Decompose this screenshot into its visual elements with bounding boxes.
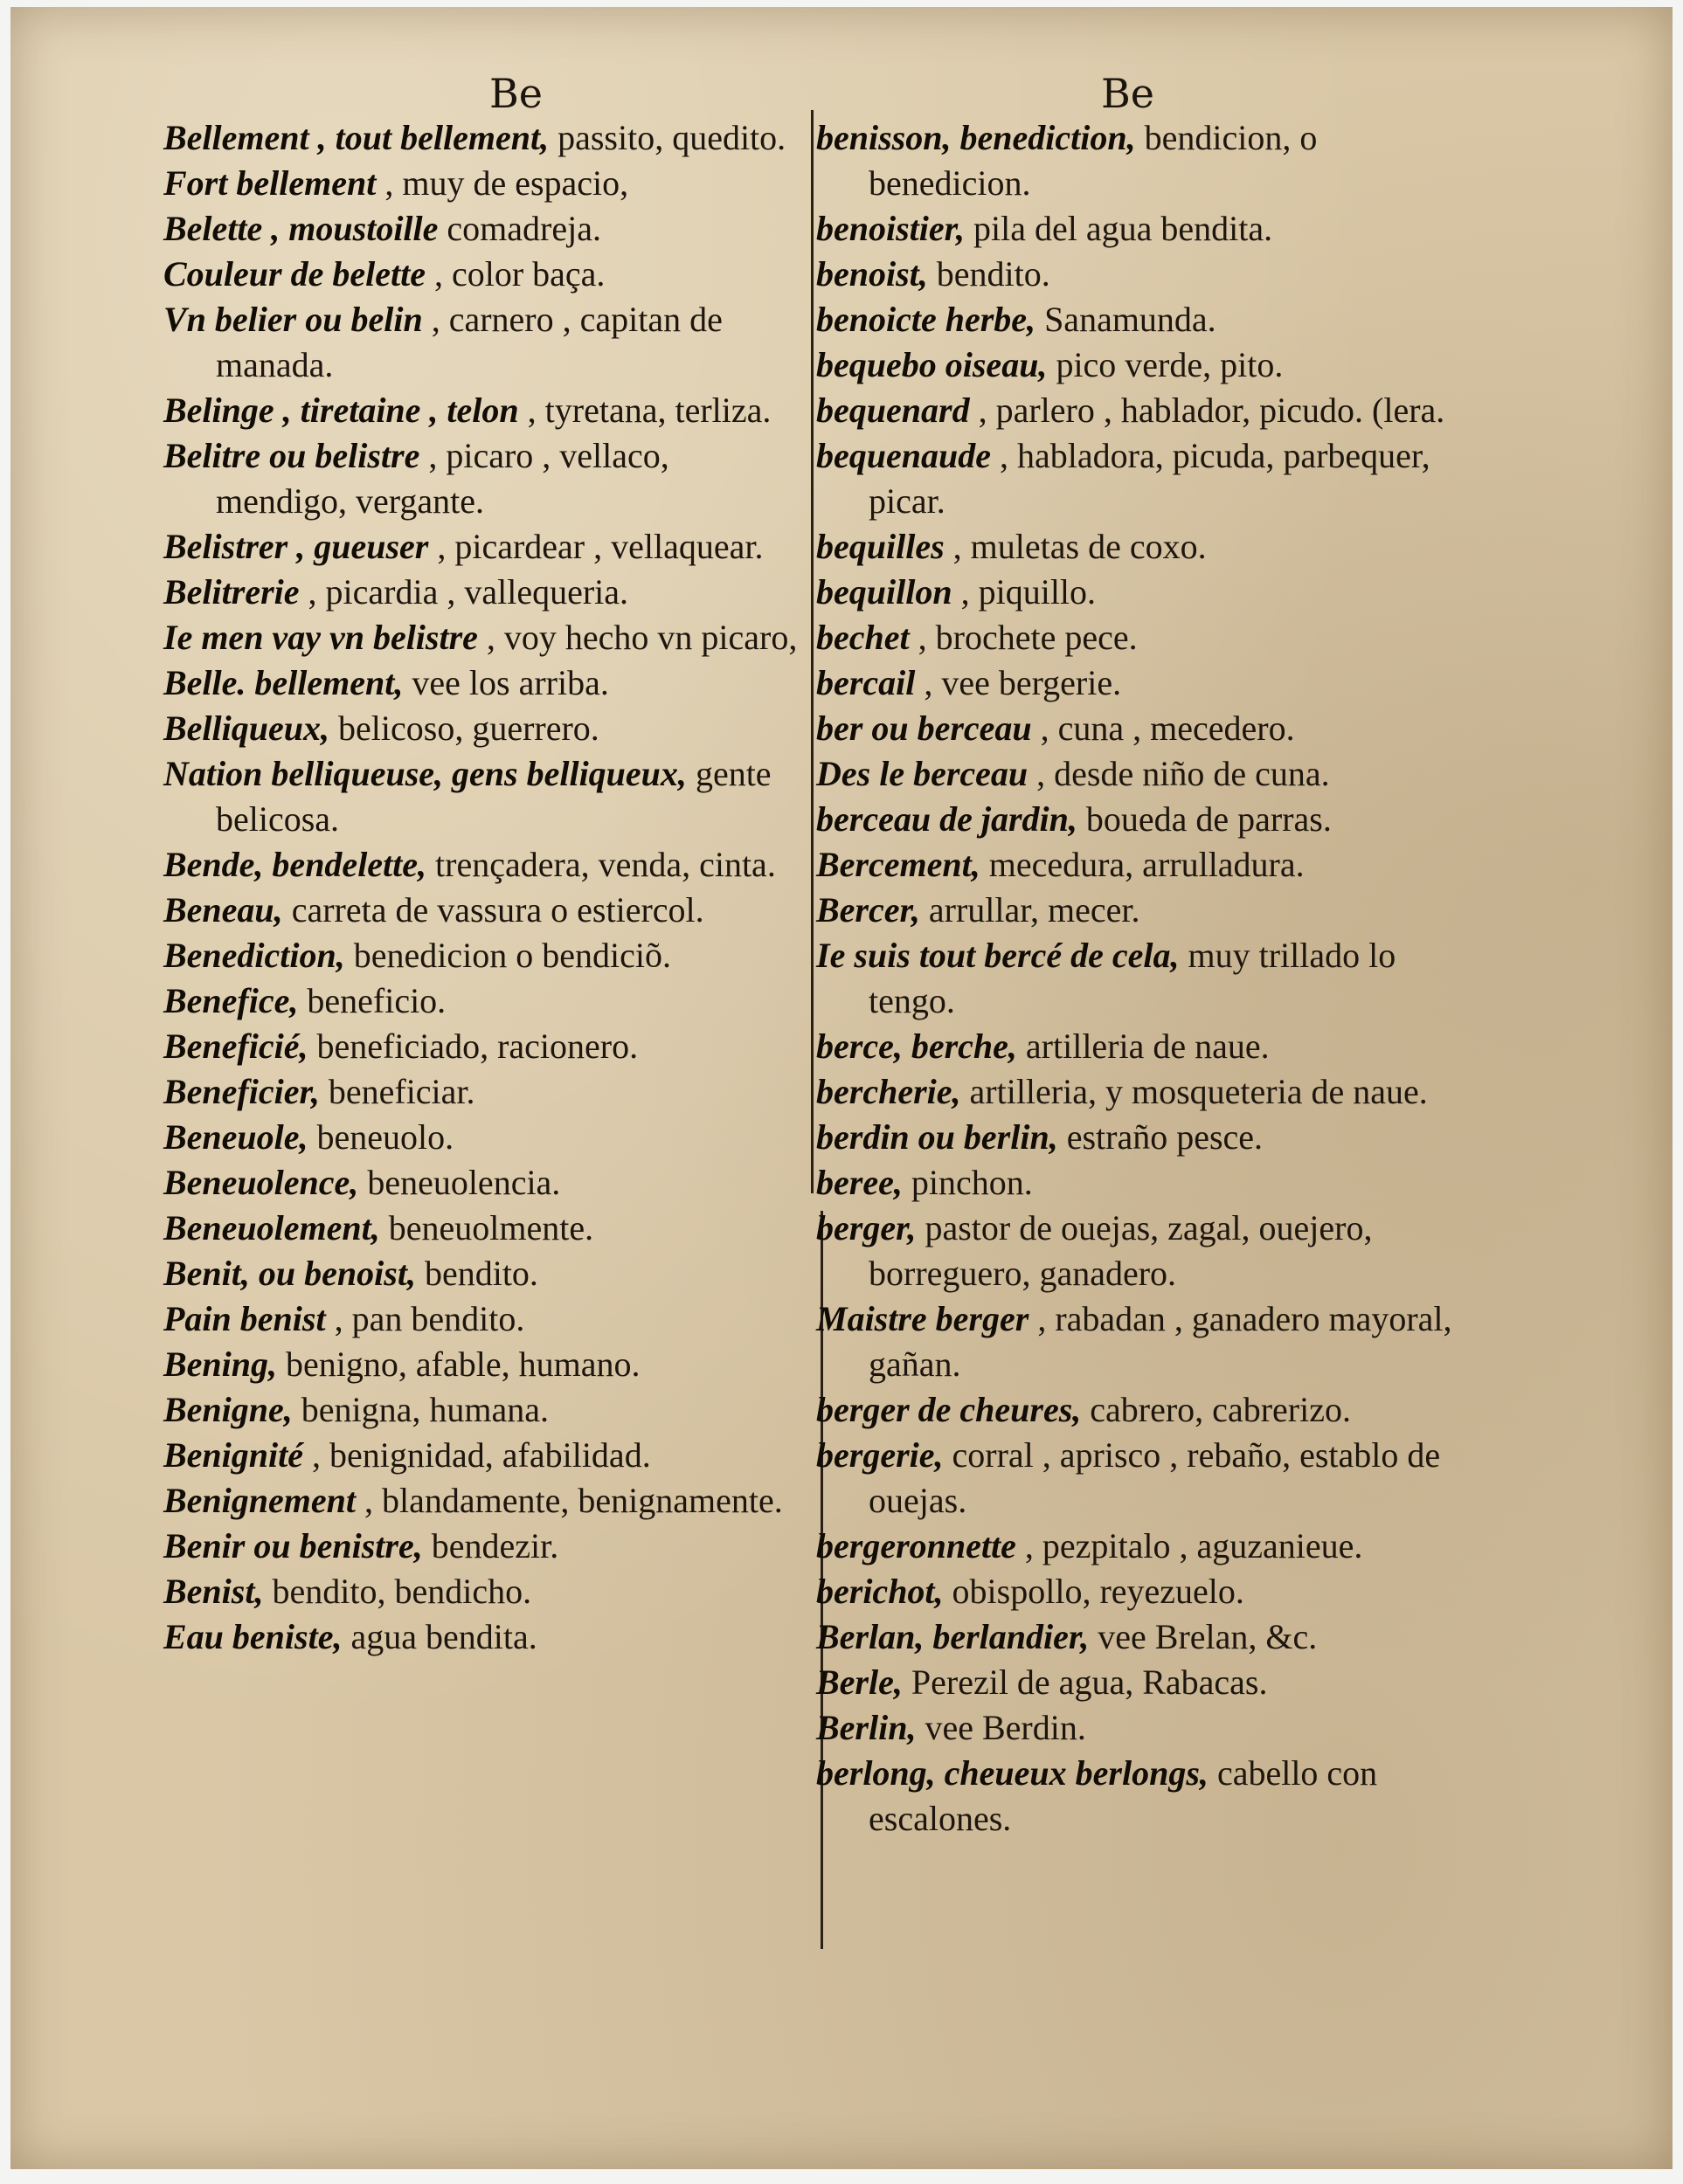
entry-definition: , rabadan , ganadero mayoral, gañan. xyxy=(869,1299,1452,1384)
entry-definition: , vee bergerie. xyxy=(915,663,1122,702)
entry-definition: pila del agua bendita. xyxy=(965,209,1273,248)
entry-definition: pico verde, pito. xyxy=(1047,345,1284,384)
entry-definition: mecedura, arrulladura. xyxy=(980,845,1305,884)
entry-headword: bercail xyxy=(816,663,916,702)
entry-definition: cabrero, cabrerizo. xyxy=(1081,1390,1351,1429)
dictionary-entry xyxy=(163,1069,801,1115)
dictionary-entry xyxy=(816,1433,1463,1524)
dictionary-entry xyxy=(163,978,801,1024)
entry-headword: berger de cheures, xyxy=(816,1390,1082,1429)
right-column xyxy=(816,115,1463,1842)
entry-definition: , muy de espacio, xyxy=(376,163,629,203)
entry-headword: berger, xyxy=(816,1208,917,1248)
entry-headword: Belette , moustoille xyxy=(163,209,439,248)
dictionary-entry xyxy=(816,1160,1463,1206)
entry-headword: Berle, xyxy=(816,1662,903,1702)
entry-definition: , brochete pece. xyxy=(909,618,1138,657)
entry-definition: , desde niño de cuna. xyxy=(1028,754,1330,793)
entry-definition: artilleria de naue. xyxy=(1016,1026,1270,1066)
entry-headword: Benist, xyxy=(163,1572,264,1611)
entry-headword: Benir ou benistre, xyxy=(163,1526,423,1565)
entry-definition: , benignidad, afabilidad. xyxy=(303,1435,651,1475)
entry-definition: beneficiado, racionero. xyxy=(308,1026,639,1066)
entry-headword: Ie men vay vn belistre xyxy=(163,618,478,657)
entry-headword: benoistier, xyxy=(816,209,966,248)
entry-definition: gente belicosa. xyxy=(216,754,772,839)
entry-headword: Bellement , tout bellement, xyxy=(163,118,550,157)
entry-headword: Benigne, xyxy=(163,1390,293,1429)
dictionary-entry xyxy=(816,842,1463,888)
entry-definition: carreta de vassura o estiercol. xyxy=(282,890,704,930)
entry-headword: Benignement xyxy=(163,1481,357,1520)
entry-definition: cabello con escalones. xyxy=(869,1753,1378,1838)
entry-definition: beneficiar. xyxy=(319,1072,475,1111)
dictionary-entry xyxy=(163,252,801,297)
dictionary-entry xyxy=(816,751,1463,797)
entry-definition: comadreja. xyxy=(438,209,601,248)
entry-definition: , blandamente, benignamente. xyxy=(356,1481,783,1520)
dictionary-entry xyxy=(163,570,801,615)
entry-headword: Pain benist xyxy=(163,1299,326,1338)
entry-headword: Belistrer , gueuser xyxy=(163,527,429,566)
entry-definition: passito, quedito. xyxy=(549,118,786,157)
dictionary-entry xyxy=(163,161,801,206)
entry-definition: bendicion, o benedicion. xyxy=(869,118,1318,203)
entry-definition: , pezpitalo , aguzanieue. xyxy=(1015,1526,1363,1565)
entry-headword: Vn belier ou belin xyxy=(163,300,423,339)
entry-definition: , habladora, picuda, parbequer, picar. xyxy=(869,436,1430,521)
dictionary-entry xyxy=(163,1024,801,1069)
entry-definition: vee Brelan, &c. xyxy=(1089,1617,1318,1656)
entry-definition: vee Berdin. xyxy=(916,1708,1086,1747)
dictionary-entry xyxy=(163,115,801,161)
entry-headword: Ie suis tout bercé de cela, xyxy=(816,936,1180,975)
entry-definition: , color baça. xyxy=(425,254,606,294)
entry-headword: bergerie, xyxy=(816,1435,944,1475)
entry-headword: Beneficié, xyxy=(163,1026,308,1066)
entry-definition: , carnero , capitan de manada. xyxy=(216,300,723,384)
dictionary-entry xyxy=(816,1024,1463,1069)
dictionary-entry xyxy=(163,1524,801,1569)
dictionary-entry xyxy=(816,1115,1463,1160)
entry-headword: bercherie, xyxy=(816,1072,961,1111)
entry-headword: berce, berche, xyxy=(816,1026,1017,1066)
entry-definition: arrullar, mecer. xyxy=(919,890,1140,930)
book-page xyxy=(10,7,1673,2169)
dictionary-entry xyxy=(816,115,1463,206)
dictionary-entry xyxy=(816,388,1463,433)
dictionary-entry xyxy=(163,1433,801,1478)
entry-headword: beree, xyxy=(816,1163,903,1202)
entry-definition: benigna, humana. xyxy=(292,1390,550,1429)
entry-headword: berichot, xyxy=(816,1572,944,1611)
entry-headword: Benediction, xyxy=(163,936,345,975)
entry-definition: bendito, bendicho. xyxy=(263,1572,532,1611)
dictionary-entry xyxy=(816,1660,1463,1705)
entry-definition: corral , aprisco , rebaño, establo de ouejas. xyxy=(869,1435,1441,1520)
dictionary-entry xyxy=(816,1387,1463,1433)
entry-definition: , picardia , vallequeria. xyxy=(299,572,629,612)
dictionary-entry xyxy=(163,1478,801,1524)
entry-definition: Perezil de agua, Rabacas. xyxy=(902,1662,1268,1702)
dictionary-entry xyxy=(163,1342,801,1387)
dictionary-entry xyxy=(163,842,801,888)
entry-headword: Benit, ou benoist, xyxy=(163,1254,416,1293)
dictionary-entry xyxy=(816,206,1463,252)
entry-headword: Bening, xyxy=(163,1344,278,1384)
entry-definition: benedicion o bendiciõ. xyxy=(344,936,672,975)
left-column xyxy=(163,115,801,1660)
entry-definition: , tyretana, terliza. xyxy=(518,390,772,430)
entry-definition: , cuna , mecedero. xyxy=(1031,708,1295,748)
dictionary-entry xyxy=(816,706,1463,751)
entry-headword: bequenaude xyxy=(816,436,991,475)
entry-headword: berdin ou berlin, xyxy=(816,1117,1058,1157)
entry-definition: agua bendita. xyxy=(342,1617,537,1656)
entry-definition: muy trillado lo tengo. xyxy=(869,936,1396,1020)
dictionary-entry xyxy=(163,933,801,978)
entry-definition: trençadera, venda, cinta. xyxy=(426,845,776,884)
dictionary-entry xyxy=(816,933,1463,1024)
entry-definition: boueda de parras. xyxy=(1077,799,1332,839)
entry-headword: Berlin, xyxy=(816,1708,917,1747)
entry-headword: Benefice, xyxy=(163,981,299,1020)
entry-definition: pinchon. xyxy=(902,1163,1033,1202)
dictionary-entry xyxy=(163,297,801,388)
dictionary-entry xyxy=(163,388,801,433)
dictionary-entry xyxy=(163,1206,801,1251)
entry-headword: bechet xyxy=(816,618,910,657)
entry-headword: Belle. bellement, xyxy=(163,663,404,702)
dictionary-entry xyxy=(163,1614,801,1660)
entry-definition: , pan bendito. xyxy=(325,1299,525,1338)
entry-headword: Eau beniste, xyxy=(163,1617,343,1656)
dictionary-entry xyxy=(816,297,1463,342)
entry-definition: benigno, afable, humano. xyxy=(277,1344,641,1384)
dictionary-entry xyxy=(816,1614,1463,1660)
dictionary-entry xyxy=(816,888,1463,933)
dictionary-entry xyxy=(816,252,1463,297)
dictionary-entry xyxy=(163,1251,801,1296)
entry-headword: Beneuolement, xyxy=(163,1208,380,1248)
entry-headword: Bercer, xyxy=(816,890,920,930)
dictionary-entry xyxy=(163,615,801,660)
entry-headword: bequenard xyxy=(816,390,970,430)
column-rule-upper xyxy=(811,110,814,1193)
dictionary-entry xyxy=(163,751,801,842)
entry-definition: bendito. xyxy=(415,1254,538,1293)
entry-definition: beneficio. xyxy=(298,981,447,1020)
entry-definition: bendito. xyxy=(927,254,1050,294)
entry-headword: Beneau, xyxy=(163,890,283,930)
dictionary-entry xyxy=(163,1569,801,1614)
dictionary-entry xyxy=(163,1296,801,1342)
dictionary-entry xyxy=(163,1115,801,1160)
dictionary-entry xyxy=(816,1705,1463,1751)
dictionary-entry xyxy=(816,1569,1463,1614)
entry-definition: , voy hecho vn picaro, xyxy=(477,618,798,657)
entry-headword: benoicte herbe, xyxy=(816,300,1036,339)
entry-headword: Beneuolence, xyxy=(163,1163,359,1202)
dictionary-entry xyxy=(163,433,801,524)
entry-headword: Berlan, berlandier, xyxy=(816,1617,1090,1656)
entry-definition: beneuolencia. xyxy=(358,1163,561,1202)
running-header-right: Be xyxy=(1101,70,1155,117)
entry-headword: bergeronnette xyxy=(816,1526,1016,1565)
dictionary-entry xyxy=(816,433,1463,524)
entry-headword: bequilles xyxy=(816,527,945,566)
entry-headword: benoist, xyxy=(816,254,928,294)
dictionary-entry xyxy=(816,1206,1463,1296)
entry-headword: Couleur de belette xyxy=(163,254,426,294)
entry-definition: beneuolmente. xyxy=(379,1208,594,1248)
entry-headword: Belitre ou belistre xyxy=(163,436,420,475)
entry-headword: Fort bellement xyxy=(163,163,377,203)
dictionary-entry xyxy=(816,570,1463,615)
entry-headword: bequillon xyxy=(816,572,952,612)
entry-headword: Maistre berger xyxy=(816,1299,1029,1338)
entry-definition: belicoso, guerrero. xyxy=(329,708,599,748)
entry-headword: berlong, cheueux berlongs, xyxy=(816,1753,1209,1793)
dictionary-entry xyxy=(163,1160,801,1206)
entry-headword: Beneficier, xyxy=(163,1072,320,1111)
dictionary-entry xyxy=(163,706,801,751)
entry-headword: Benignité xyxy=(163,1435,304,1475)
dictionary-entry xyxy=(816,660,1463,706)
dictionary-entry xyxy=(816,1069,1463,1115)
dictionary-entry xyxy=(816,342,1463,388)
entry-headword: Bercement, xyxy=(816,845,980,884)
entry-definition: artilleria, y mosqueteria de naue. xyxy=(960,1072,1428,1111)
entry-definition: beneuolo. xyxy=(308,1117,454,1157)
entry-headword: Des le berceau xyxy=(816,754,1028,793)
entry-definition: pastor de ouejas, zagal, ouejero, borreguero, ganadero. xyxy=(869,1208,1373,1293)
dictionary-entry xyxy=(816,1296,1463,1387)
entry-headword: berceau de jardin, xyxy=(816,799,1077,839)
dictionary-entry xyxy=(816,615,1463,660)
dictionary-entry xyxy=(816,1751,1463,1842)
entry-headword: benisson, benediction, xyxy=(816,118,1136,157)
entry-headword: ber ou berceau xyxy=(816,708,1032,748)
entry-definition: vee los arriba. xyxy=(403,663,609,702)
dictionary-entry xyxy=(816,1524,1463,1569)
entry-headword: Belinge , tiretaine , telon xyxy=(163,390,519,430)
entry-headword: bequebo oiseau, xyxy=(816,345,1048,384)
dictionary-entry xyxy=(163,1387,801,1433)
entry-definition: , picardear , vellaquear. xyxy=(428,527,764,566)
entry-headword: Belitrerie xyxy=(163,572,300,612)
entry-definition: bendezir. xyxy=(422,1526,559,1565)
dictionary-entry xyxy=(163,206,801,252)
dictionary-entry xyxy=(816,524,1463,570)
entry-headword: Nation belliqueuse, gens belliqueux, xyxy=(163,754,687,793)
entry-definition: , muletas de coxo. xyxy=(944,527,1207,566)
entry-headword: Beneuole, xyxy=(163,1117,308,1157)
entry-headword: Belliqueux, xyxy=(163,708,330,748)
entry-definition: , parlero , hablador, picudo. (lera. xyxy=(969,390,1445,430)
entry-definition: Sanamunda. xyxy=(1035,300,1216,339)
dictionary-entry xyxy=(816,797,1463,842)
dictionary-entry xyxy=(163,524,801,570)
entry-definition: obispollo, reyezuelo. xyxy=(943,1572,1244,1611)
entry-definition: , picaro , vellaco, mendigo, vergante. xyxy=(216,436,669,521)
dictionary-entry xyxy=(163,660,801,706)
entry-definition: estraño pesce. xyxy=(1057,1117,1264,1157)
entry-headword: Bende, bendelette, xyxy=(163,845,427,884)
entry-definition: , piquillo. xyxy=(952,572,1097,612)
running-header-left: Be xyxy=(489,70,544,117)
dictionary-entry xyxy=(163,888,801,933)
